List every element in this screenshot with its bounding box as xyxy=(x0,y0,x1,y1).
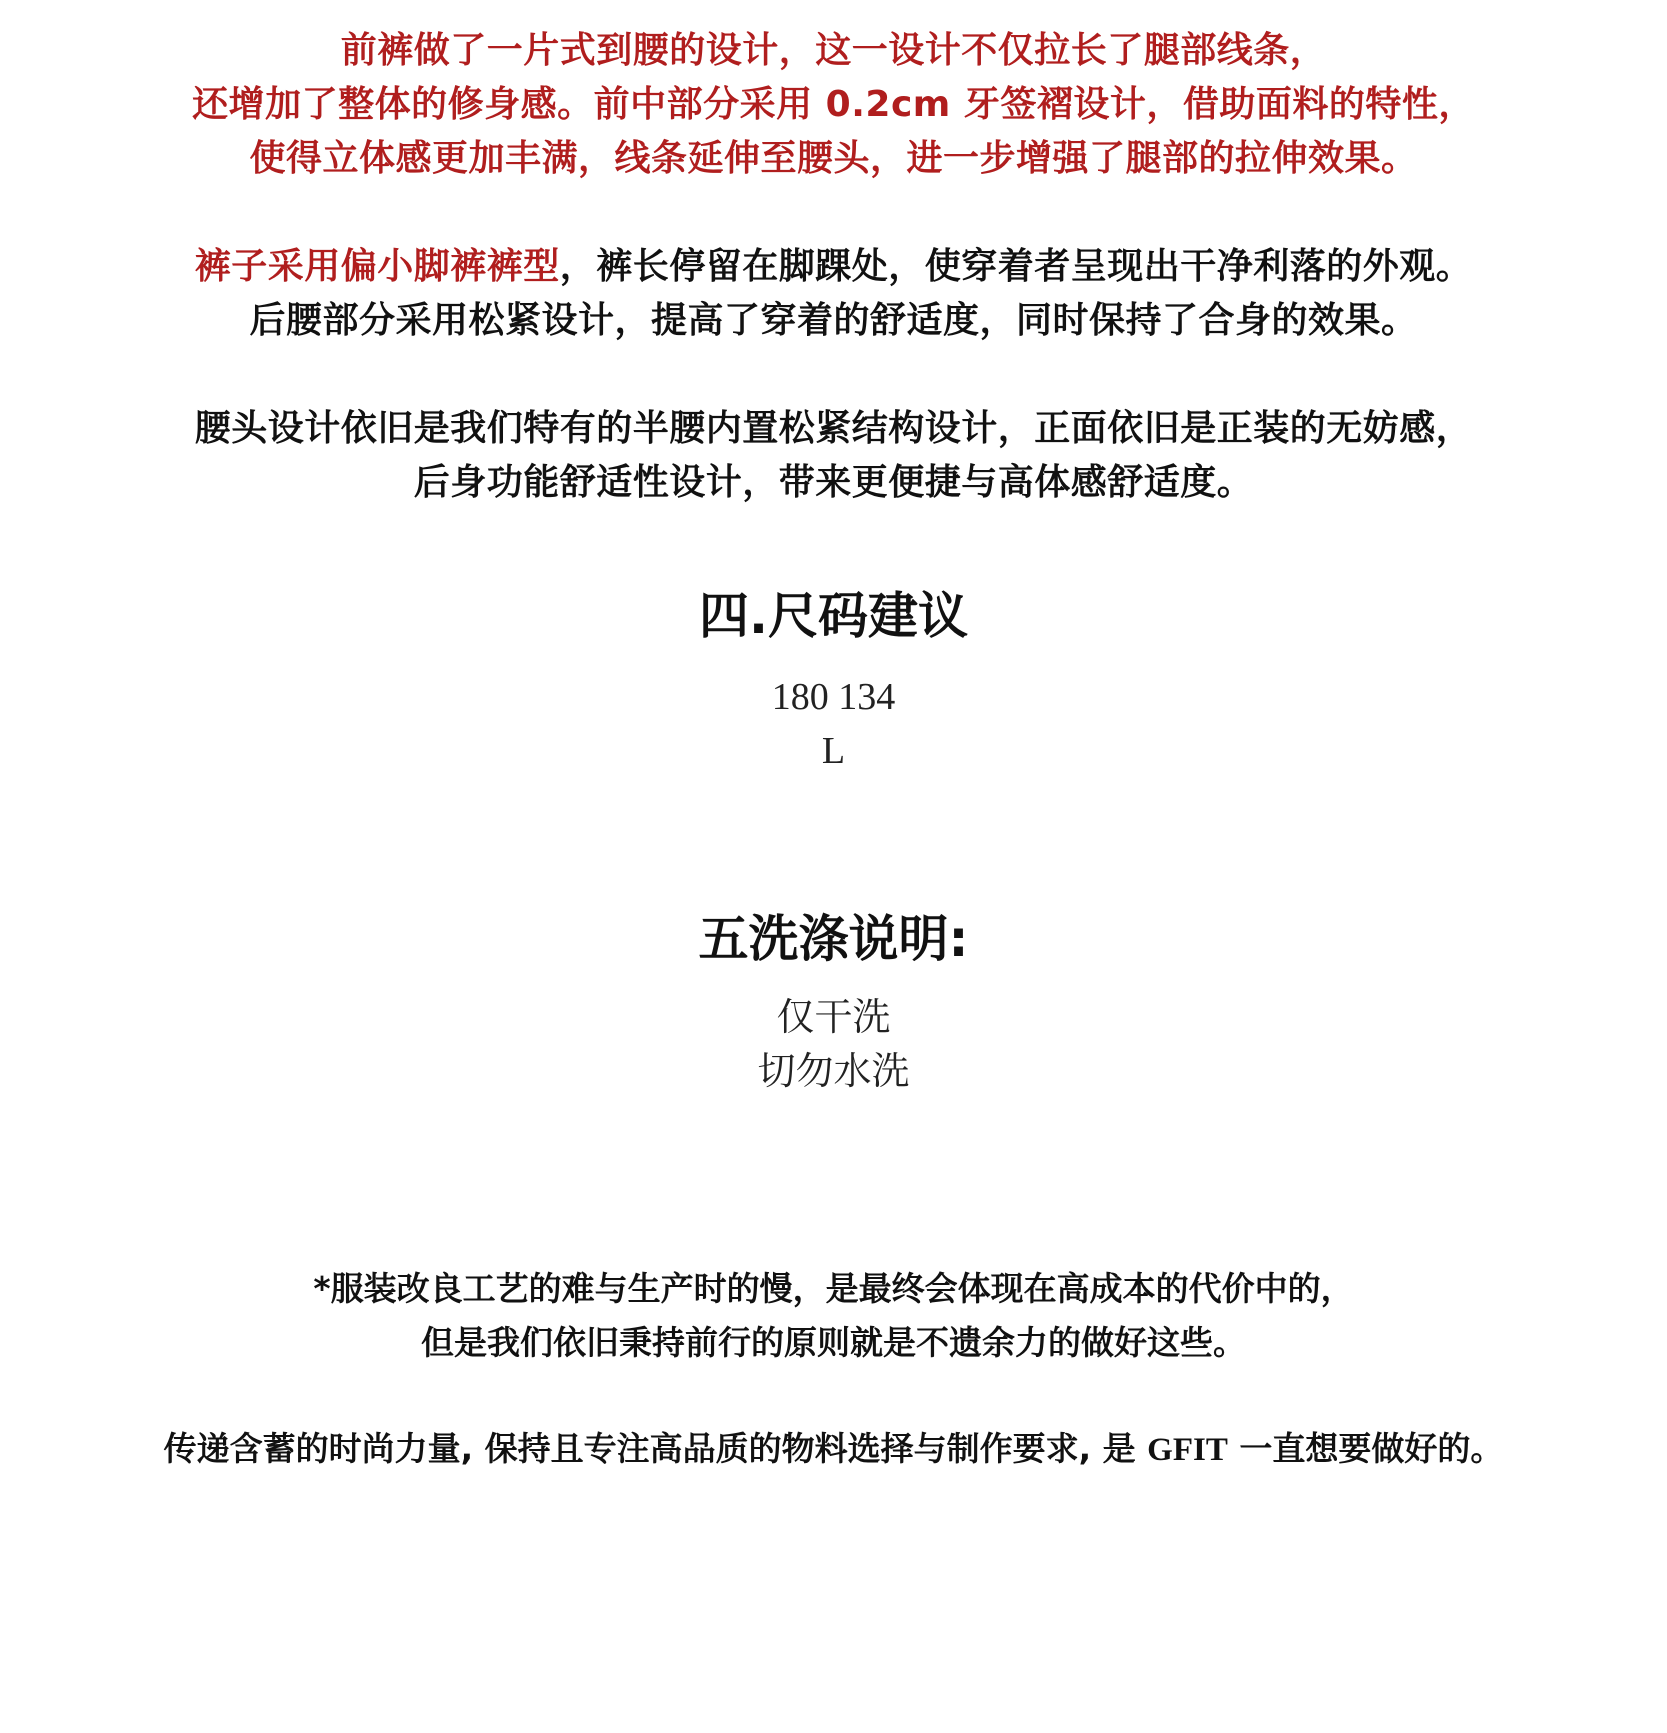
statement-line xyxy=(0,1422,1667,1477)
paragraph-line: 使得立体感更加丰满，线条延伸至腰头，进一步增强了腿部的拉伸效果。 xyxy=(249,138,1418,179)
note-line: *服装改良工艺的难与生产时的慢，是最终会体现在高成本的代价中的， xyxy=(313,1269,1354,1308)
waistband-paragraph xyxy=(0,402,1667,510)
wash-instruction: 切勿水洗 xyxy=(757,1049,910,1093)
size-measure: 180 134 xyxy=(771,676,896,718)
paragraph-line xyxy=(0,240,1667,294)
wash-instructions xyxy=(0,990,1667,1098)
size-section-heading: 四.尺码建议 xyxy=(699,587,968,645)
paragraph-line: 后身功能舒适性设计，带来更便捷与高体感舒适度。 xyxy=(413,462,1254,503)
brand-statement xyxy=(0,1422,1667,1477)
size-label: L xyxy=(821,730,846,772)
note-line: 但是我们依旧秉持前行的原则就是不遗余力的做好这些。 xyxy=(421,1323,1246,1362)
paragraph-line: 前裤做了一片式到腰的设计，这一设计不仅拉长了腿部线条， xyxy=(340,30,1327,71)
paragraph-line: 腰头设计依旧是我们特有的半腰内置松紧结构设计，正面依旧是正装的无妨感， xyxy=(194,408,1473,449)
wash-instruction: 仅干洗 xyxy=(776,995,891,1039)
craft-note xyxy=(0,1262,1667,1370)
statement-text: 一直想要做好的。 xyxy=(1227,1429,1504,1468)
paragraph-line: 后腰部分采用松紧设计，提高了穿着的舒适度，同时保持了合身的效果。 xyxy=(249,300,1418,341)
pants-cut-paragraph xyxy=(0,240,1667,348)
brand-name: GFIT xyxy=(1147,1432,1228,1468)
front-design-paragraph xyxy=(0,24,1667,186)
paragraph-text: ，裤长停留在脚踝处，使穿着者呈现出干净利落的外观。 xyxy=(559,246,1473,287)
size-values xyxy=(0,670,1667,778)
highlight-text: 裤子采用偏小脚裤裤型 xyxy=(194,246,560,287)
paragraph-line: 还增加了整体的修身感。前中部分采用 0.2cm 牙签褶设计，借助面料的特性， xyxy=(192,84,1475,125)
statement-text: 传递含蓄的时尚力量, 保持且专注高品质的物料选择与制作要求, 是 xyxy=(163,1429,1148,1468)
wash-section-heading: 五洗涤说明: xyxy=(698,910,969,968)
